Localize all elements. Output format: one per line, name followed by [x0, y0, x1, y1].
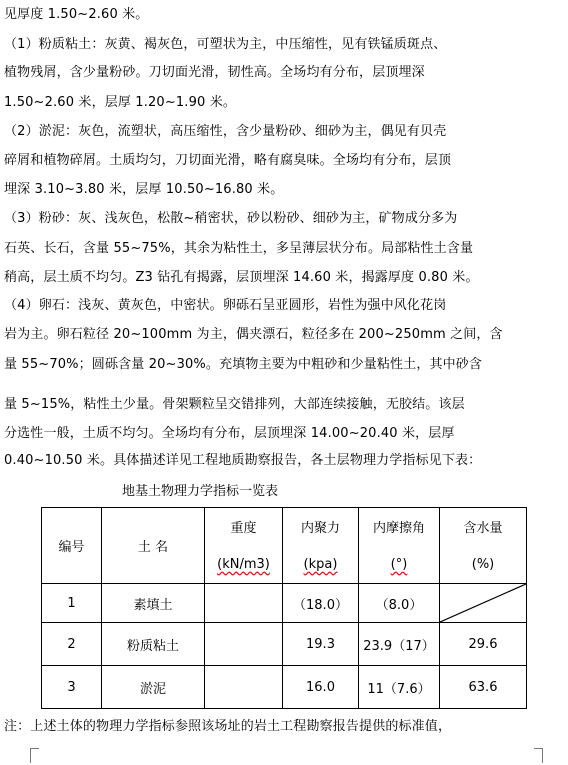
cell-friction: 23.9（17）: [359, 623, 440, 666]
diagonal-slash: [440, 584, 526, 622]
text-line: （2）淤泥：灰色，流塑状，高压缩性，含少量粉砂、细砂为主，偶见有贝壳: [4, 124, 447, 139]
cell-water-empty-diagonal: [440, 584, 527, 623]
table-note: 注：上述土体的物理力学指标参照该场址的岩土工程勘察报告提供的标准值，: [4, 719, 452, 734]
text-line: 岩为主。卵石粒径 20~100mm 为主，偶夹漂石，粒径多在 200~250mm 之间，含: [4, 327, 503, 342]
unit-friction: [359, 545, 440, 584]
header-water: 含水量: [440, 508, 527, 546]
cell-cohesion: 19.3: [283, 623, 359, 666]
header-friction: 内摩擦角: [359, 508, 440, 546]
text-line: 石英、长石，含量 55~75%，其余为粘性土，多呈薄层状分布。局部粘性土含量: [4, 241, 474, 256]
text-line: （3）粉砂：灰、浅灰色，松散~稍密状，砂以粉砂、细砂为主，矿物成分多为: [4, 211, 458, 226]
text-line: 分选性一般，土质不均匀。全场均有分布，层顶埋深 14.00~20.40 米，层厚: [4, 426, 455, 441]
cell-soil: 粉质粘土: [102, 623, 205, 666]
table-row: [42, 666, 527, 709]
cell-number: 2: [42, 623, 102, 666]
text-line: 0.40~10.50 米。具体描述详见工程地质勘察报告，各土层物理力学指标见下表：: [4, 453, 482, 468]
text-line: 植物残屑，含少量粉砂。刀切面光滑，韧性高。全场均有分布，层顶埋深: [4, 65, 425, 80]
text-line: 见厚度 1.50~2.60 米。: [4, 7, 149, 22]
table-caption: 地基土物理力学指标一览表: [122, 484, 279, 499]
text-line: 1.50~2.60 米，层厚 1.20~1.90 米。: [4, 95, 237, 110]
cell-cohesion: 16.0: [283, 666, 359, 709]
unit-friction-text: (°): [390, 556, 408, 572]
text-line: （4）卵石：浅灰、黄灰色，中密状。卵砾石呈亚圆形，岩性为强中风化花岗: [4, 298, 447, 313]
header-number: 编号: [42, 508, 102, 584]
cell-number: 3: [42, 666, 102, 709]
unit-cohesion-text: (kpa): [303, 556, 338, 572]
cell-number: 1: [42, 584, 102, 623]
unit-water: (%): [440, 545, 527, 584]
soil-properties-table: [41, 507, 527, 709]
header-soil: 土 名: [102, 508, 205, 584]
unit-density-text: (kN/m3): [217, 556, 270, 572]
cell-soil: 素填土: [102, 584, 205, 623]
text-line: 量 5~15%，粘性土少量。骨架颗粒呈交错排列，大部连续接触，无胶结。该层: [4, 397, 465, 412]
unit-cohesion: [283, 545, 359, 584]
cell-density: [205, 623, 283, 666]
header-density: 重度: [205, 508, 283, 546]
text-line: 量 55~70%；圆砾含量 20~30%。充填物主要为中粗砂和少量粘性土，其中砂含: [4, 357, 483, 372]
header-cohesion: 内聚力: [283, 508, 359, 546]
page-margin-mark-left: [30, 748, 39, 763]
table-row: [42, 584, 527, 623]
text-line: 稍高，层土质不均匀。Z3 钻孔有揭露，层顶埋深 14.60 米，揭露厚度 0.80 米。: [4, 270, 479, 285]
table-header-row: [42, 508, 527, 546]
text-line: 埋深 3.10~3.80 米，层厚 10.50~16.80 米。: [4, 182, 284, 197]
page-margin-mark-right: [534, 748, 543, 763]
cell-friction: （8.0）: [359, 584, 440, 623]
cell-soil: 淤泥: [102, 666, 205, 709]
table-row: [42, 623, 527, 666]
cell-water: 63.6: [440, 666, 527, 709]
cell-density: [205, 666, 283, 709]
cell-cohesion: （18.0）: [283, 584, 359, 623]
text-line: 碎屑和植物碎屑。土质均匀，刀切面光滑，略有腐臭味。全场均有分布，层顶: [4, 153, 452, 168]
unit-density: [205, 545, 283, 584]
cell-friction: 11（7.6）: [359, 666, 440, 709]
text-line: （1）粉质粘土：灰黄、褐灰色，可塑状为主，中压缩性，见有铁锰质斑点、: [4, 37, 447, 52]
cell-water: 29.6: [440, 623, 527, 666]
cell-density: [205, 584, 283, 623]
